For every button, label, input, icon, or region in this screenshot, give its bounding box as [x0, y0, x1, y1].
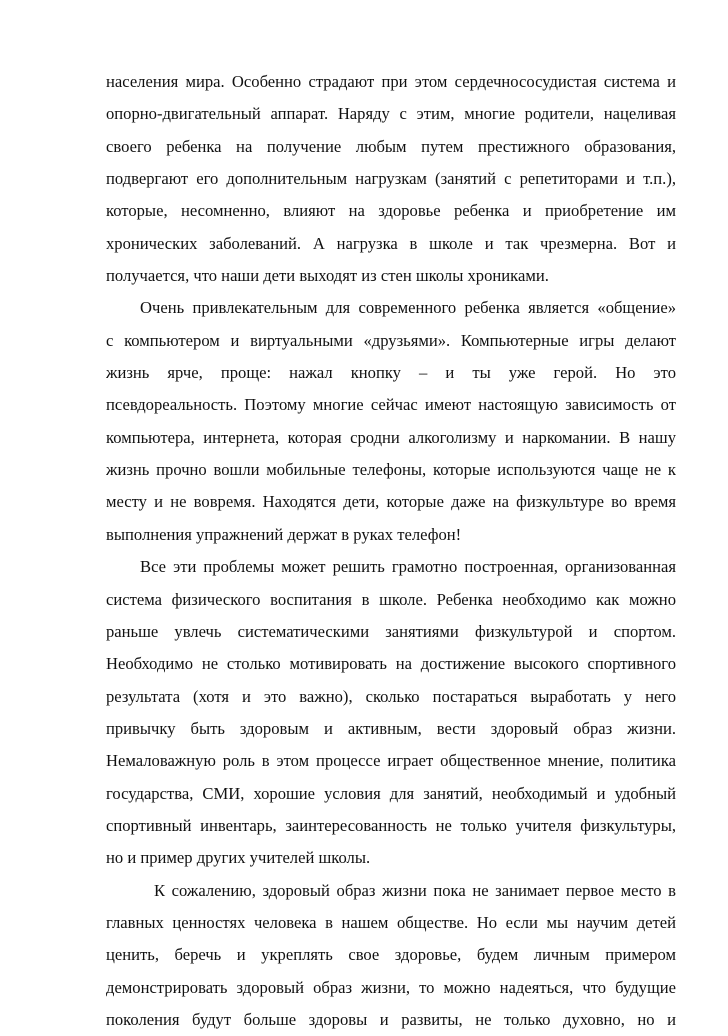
text-line: ценить, беречь и укреплять свое здоровье, будем личным примером	[106, 945, 676, 965]
text-line: хронических заболеваний. А нагрузка в школе и так чрезмерна. Вот и	[106, 233, 676, 253]
text-line: населения мира. Особенно страдают при этом сердечнососудистая система и	[106, 72, 676, 91]
text-line: результата (хотя и это важно), сколько постараться выработать у него	[106, 686, 676, 706]
text-line: привычку быть здоровым и активным, вести здоровый образ жизни.	[106, 718, 676, 738]
text-line: получается, что наши дети выходят из стен школы хрониками.	[106, 266, 549, 286]
text-line: которые, несомненно, влияют на здоровье ребенка и приобретение им	[106, 201, 676, 221]
text-line: выполнения упражнений держат в руках телефон!	[106, 524, 462, 544]
document-body	[106, 66, 676, 1036]
text-line: поколения будут больше здоровы и развиты, не только духовно, но и	[106, 1009, 676, 1029]
text-line: система физического воспитания в школе. Ребенка необходимо как можно	[106, 589, 676, 609]
text-line: демонстрировать здоровый образ жизни, то можно надеяться, что будущие	[106, 977, 676, 997]
text-line: Все эти проблемы может решить грамотно построенная, организованная	[140, 557, 676, 577]
text-line: но и пример других учителей школы.	[106, 848, 371, 868]
text-line: государства, СМИ, хорошие условия для занятий, необходимый и удобный	[106, 783, 676, 803]
text-line: спортивный инвентарь, заинтересованность не только учителя физкультуры,	[106, 815, 676, 835]
text-line: раньше увлечь систематическими занятиями физкультурой и спортом.	[106, 621, 676, 641]
text-line: компьютера, интернета, которая сродни алкоголизму и наркомании. В нашу	[106, 427, 676, 447]
text-line: своего ребенка на получение любым путем престижного образования,	[106, 136, 676, 156]
text-line: месту и не вовремя. Находятся дети, которые даже на физкультуре во время	[106, 492, 676, 512]
text-line: псевдореальность. Поэтому многие сейчас имеют настоящую зависимость от	[106, 395, 676, 415]
text-line: Очень привлекательным для современного ребенка является «общение»	[140, 298, 676, 318]
text-line: подвергают его дополнительным нагрузкам (занятий с репетиторами и т.п.),	[106, 169, 676, 189]
text-line: главных ценностях человека в нашем обществе. Но если мы научим детей	[106, 912, 676, 932]
text-line: опорно-двигательный аппарат. Наряду с этим, многие родители, нацеливая	[106, 104, 676, 124]
text-line: Необходимо не столько мотивировать на достижение высокого спортивного	[106, 654, 676, 674]
text-line: Немаловажную роль в этом процессе играет общественное мнение, политика	[106, 751, 676, 771]
text-line: жизнь ярче, проще: нажал кнопку – и ты уже герой. Но это	[106, 363, 676, 383]
text-line: жизнь прочно вошли мобильные телефоны, которые используются чаще не к	[106, 460, 676, 480]
text-line: с компьютером и виртуальными «друзьями». Компьютерные игры делают	[106, 330, 676, 350]
text-line: К сожалению, здоровый образ жизни пока не занимает первое место в	[154, 880, 676, 900]
